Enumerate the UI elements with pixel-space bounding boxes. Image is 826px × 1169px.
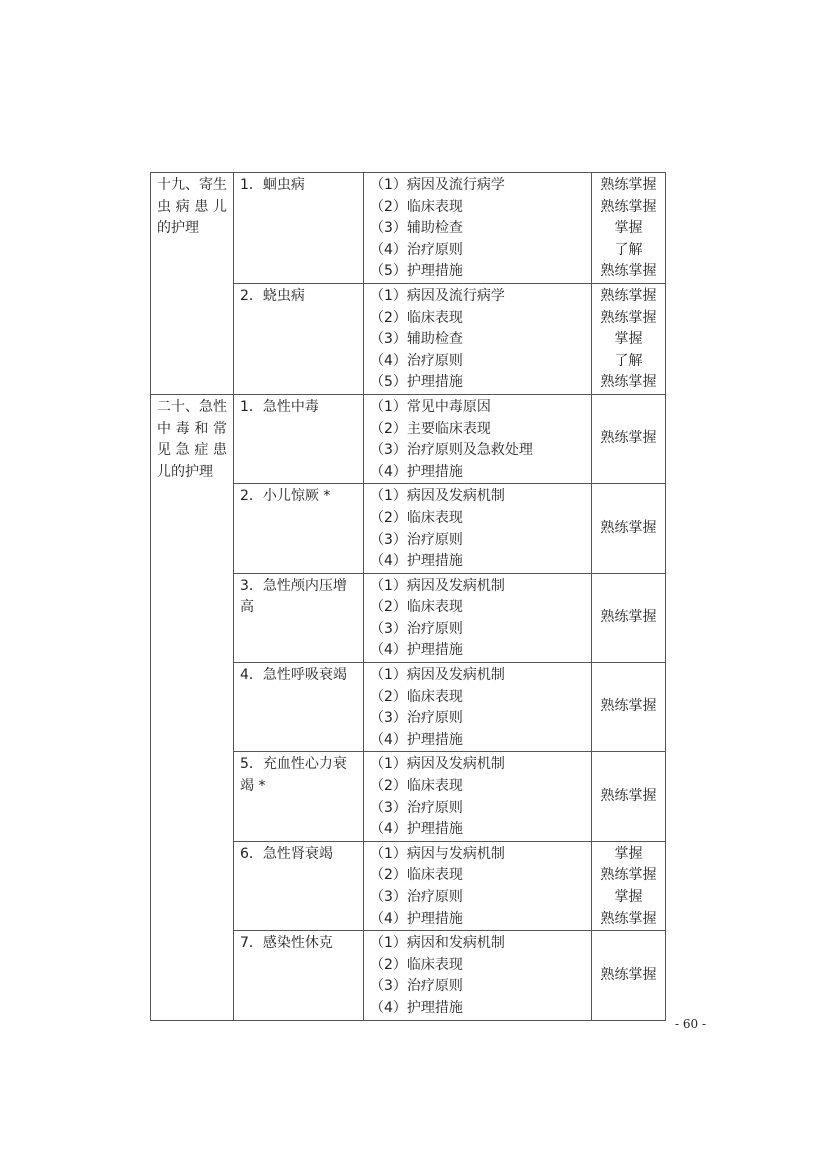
content-line: （3）治疗原则 bbox=[370, 710, 463, 727]
level-line: 熟练掌握 bbox=[600, 198, 657, 215]
item-name-cell: 3．急性颅内压增高 bbox=[234, 573, 364, 662]
content-line: （3）治疗原则 bbox=[370, 978, 463, 995]
content-line: （1）病因及流行病学 bbox=[370, 177, 505, 193]
level-line: 熟练掌握 bbox=[600, 867, 657, 884]
content-line: （1）病因及发病机制 bbox=[370, 756, 505, 773]
content-line: （4）护理措施 bbox=[370, 821, 463, 838]
content-cell bbox=[364, 752, 592, 841]
level-line: 熟练掌握 bbox=[600, 287, 657, 304]
content-line: （1）病因和发病机制 bbox=[370, 935, 505, 952]
level-cell bbox=[592, 283, 666, 394]
item-name-cell: 1．急性中毒 bbox=[234, 394, 364, 483]
content-line: （4）护理措施 bbox=[370, 910, 463, 927]
content-line: （1）常见中毒原因 bbox=[370, 398, 491, 415]
content-line: （5）护理措施 bbox=[370, 263, 463, 280]
content-line: （2）临床表现 bbox=[370, 867, 463, 884]
content-line: （3）治疗原则 bbox=[370, 620, 463, 637]
section-title-line: 虫 病 患 儿 bbox=[157, 198, 227, 215]
content-line: （2）临床表现 bbox=[370, 599, 463, 616]
content-line: （1）病因及发病机制 bbox=[370, 577, 505, 594]
section-title-line: 见 急 症 患 bbox=[157, 442, 227, 459]
content-line: （4）护理措施 bbox=[370, 731, 463, 748]
content-line: （1）病因及发病机制 bbox=[370, 488, 505, 505]
level-line: 掌握 bbox=[614, 220, 643, 237]
item-name-cell: 6．急性肾衰竭 bbox=[234, 841, 364, 930]
content-line: （4）护理措施 bbox=[370, 553, 463, 570]
content-line: （2）临床表现 bbox=[370, 309, 463, 326]
content-line: （2）临床表现 bbox=[370, 956, 463, 973]
section-title-line: 中 毒 和 常 bbox=[157, 420, 227, 437]
content-line: （1）病因与发病机制 bbox=[370, 845, 505, 862]
section-title-cell bbox=[151, 394, 234, 1020]
content-line: （2）临床表现 bbox=[370, 778, 463, 795]
section-title-line: 儿的护理 bbox=[157, 463, 213, 480]
level-line: 熟练掌握 bbox=[600, 177, 657, 193]
section-title-cell bbox=[151, 173, 234, 395]
content-line: （5）护理措施 bbox=[370, 374, 463, 391]
content-line: （1）病因及流行病学 bbox=[370, 287, 505, 304]
item-name-cell: 1．蛔虫病 bbox=[234, 173, 364, 284]
content-line: （3）辅助检查 bbox=[370, 220, 463, 237]
content-cell bbox=[364, 841, 592, 930]
content-cell bbox=[364, 173, 592, 284]
level-line: 熟练掌握 bbox=[600, 910, 657, 927]
item-name-cell: 5．充血性心力衰竭 * bbox=[234, 752, 364, 841]
content-line: （2）主要临床表现 bbox=[370, 420, 491, 437]
item-name-cell: 4．急性呼吸衰竭 bbox=[234, 663, 364, 752]
content-cell bbox=[364, 283, 592, 394]
level-cell: 熟练掌握 bbox=[592, 573, 666, 662]
content-line: （4）护理措施 bbox=[370, 463, 463, 480]
syllabus-table bbox=[150, 172, 666, 1021]
page-number: - 60 - bbox=[675, 1017, 707, 1031]
level-line: 掌握 bbox=[614, 889, 643, 905]
section-title-line: 的护理 bbox=[157, 220, 199, 237]
level-line: 掌握 bbox=[614, 331, 643, 348]
content-line: （4）治疗原则 bbox=[370, 241, 463, 258]
item-name-cell: 2．小儿惊厥 * bbox=[234, 484, 364, 573]
section-title-line: 十九、寄生 bbox=[157, 177, 227, 193]
level-cell bbox=[592, 841, 666, 930]
level-line: 熟练掌握 bbox=[600, 374, 657, 391]
level-cell bbox=[592, 173, 666, 284]
level-cell: 熟练掌握 bbox=[592, 663, 666, 752]
item-name-cell: 2．蛲虫病 bbox=[234, 283, 364, 394]
content-line: （4）治疗原则 bbox=[370, 352, 463, 369]
content-cell bbox=[364, 484, 592, 573]
content-cell bbox=[364, 663, 592, 752]
content-line: （2）临床表现 bbox=[370, 198, 463, 215]
content-line: （3）治疗原则 bbox=[370, 889, 463, 905]
content-line: （2）临床表现 bbox=[370, 509, 463, 526]
content-cell bbox=[364, 573, 592, 662]
syllabus-table-body bbox=[151, 173, 666, 1021]
level-cell: 熟练掌握 bbox=[592, 931, 666, 1020]
level-line: 掌握 bbox=[614, 845, 643, 862]
item-name-cell: 7．感染性休克 bbox=[234, 931, 364, 1020]
content-cell bbox=[364, 931, 592, 1020]
content-line: （3）辅助检查 bbox=[370, 331, 463, 348]
level-line: 了解 bbox=[614, 352, 643, 369]
level-cell: 熟练掌握 bbox=[592, 484, 666, 573]
level-line: 了解 bbox=[614, 241, 643, 258]
level-line: 熟练掌握 bbox=[600, 309, 657, 326]
content-line: （4）护理措施 bbox=[370, 642, 463, 659]
content-line: （3）治疗原则 bbox=[370, 531, 463, 548]
section-title-line: 二十、急性 bbox=[157, 398, 227, 415]
table-row bbox=[151, 173, 666, 284]
content-line: （4）护理措施 bbox=[370, 999, 463, 1016]
level-cell: 熟练掌握 bbox=[592, 752, 666, 841]
content-line: （1）病因及发病机制 bbox=[370, 667, 505, 684]
content-line: （2）临床表现 bbox=[370, 688, 463, 705]
level-cell: 熟练掌握 bbox=[592, 394, 666, 483]
level-line: 熟练掌握 bbox=[600, 263, 657, 280]
content-cell bbox=[364, 394, 592, 483]
content-line: （3）治疗原则及急救处理 bbox=[370, 442, 533, 459]
content-line: （3）治疗原则 bbox=[370, 799, 463, 816]
table-row bbox=[151, 394, 666, 483]
